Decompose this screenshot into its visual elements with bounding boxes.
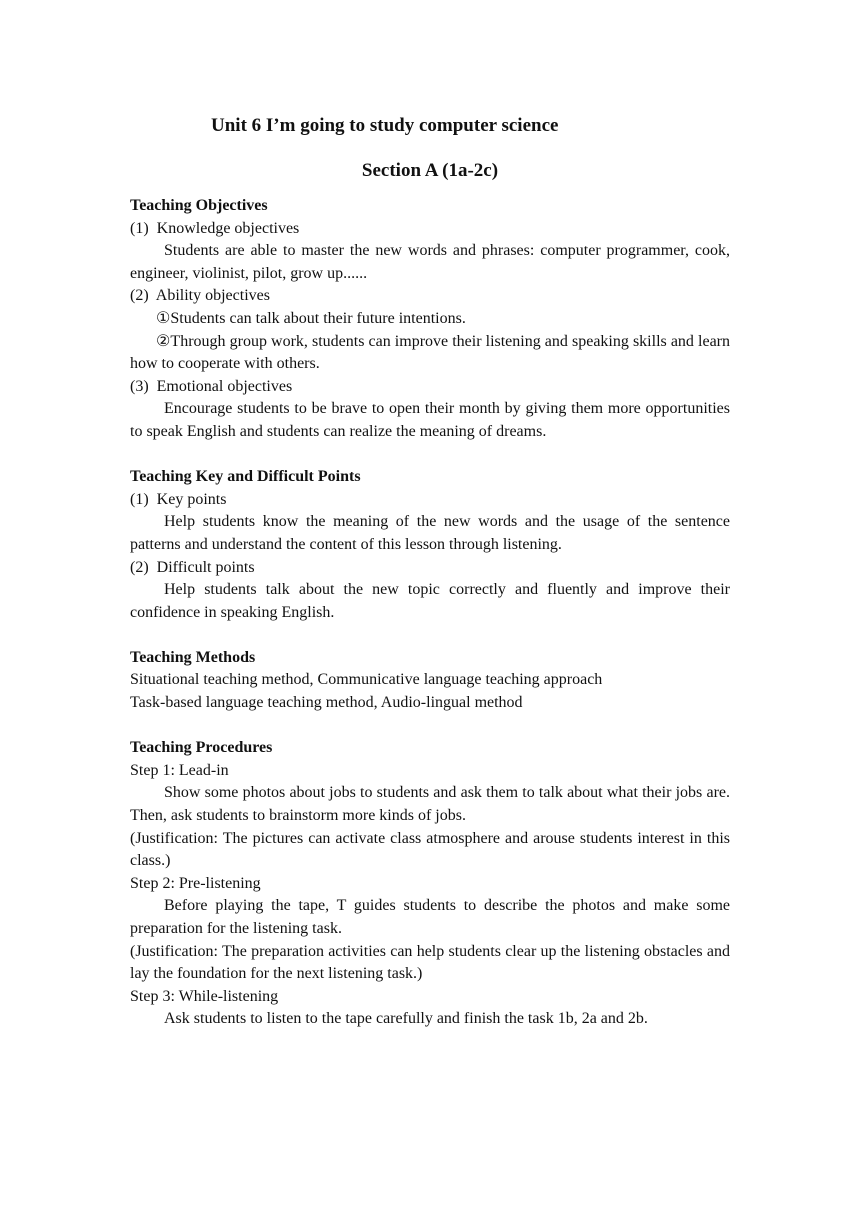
methods-line-1: Situational teaching method, Communicative language teaching approach [130, 671, 603, 689]
key-points-label: (1) Key points [130, 490, 227, 508]
emotional-objectives-text: Encourage students to be brave to open their month by giving them more opportunities to speak English and students can realize the meaning of dreams. [130, 400, 730, 440]
ability-objective-1: ①Students can talk about their future intentions. [156, 309, 466, 327]
difficult-points-text: Help students talk about the new topic correctly and fluently and improve their confidence in speaking English. [130, 581, 730, 621]
emotional-objectives-label: (3) Emotional objectives [130, 377, 293, 395]
section-subtitle: Section A (1a-2c) [361, 160, 499, 181]
step1-text: Show some photos about jobs to students and ask them to talk about what their jobs are. Then, ask students to brainstorm more kinds of jobs. [130, 784, 730, 825]
document-body [130, 195, 730, 1031]
step3-text: Ask students to listen to the tape carefully and finish the task 1b, 2a and 2b. [164, 1010, 648, 1028]
step1-justification: (Justification: The pictures can activate class atmosphere and arouse students interest in this class.) [130, 829, 730, 870]
key-points-text: Help students know the meaning of the new words and the usage of the sentence patterns and understand the content of this lesson through listening. [130, 513, 730, 553]
spacer [130, 715, 730, 738]
spacer [130, 444, 730, 467]
objectives-heading: Teaching Objectives [130, 197, 268, 214]
methods-line-2: Task-based language teaching method, Audio-lingual method [130, 694, 523, 712]
spacer [130, 624, 730, 647]
ability-objectives-label: (2) Ability objectives [130, 287, 270, 305]
methods-heading: Teaching Methods [130, 648, 256, 666]
step2-justification: (Justification: The preparation activities can help students clear up the listening obstacles and lay the foundation for the next listening task.) [130, 942, 730, 983]
knowledge-objectives-label: (1) Knowledge objectives [130, 219, 300, 237]
procedures-heading: Teaching Procedures [130, 739, 273, 757]
step1-label: Step 1: Lead-in [130, 761, 229, 779]
knowledge-objectives-text: Students are able to master the new words and phrases: computer programmer, cook, engineer, violinist, pilot, grow up...... [130, 242, 730, 282]
ability-objective-2: ②Through group work, students can improve their listening and speaking skills and learn how to cooperate with others. [130, 332, 730, 373]
step2-text: Before playing the tape, T guides students to describe the photos and make some preparation for the listening task. [130, 897, 730, 937]
step2-label: Step 2: Pre-listening [130, 874, 261, 892]
document-title: Unit 6 I’m going to study computer science [211, 115, 559, 136]
difficult-points-label: (2) Difficult points [130, 558, 255, 576]
step3-label: Step 3: While-listening [130, 987, 279, 1005]
key-points-heading: Teaching Key and Difficult Points [130, 468, 361, 486]
